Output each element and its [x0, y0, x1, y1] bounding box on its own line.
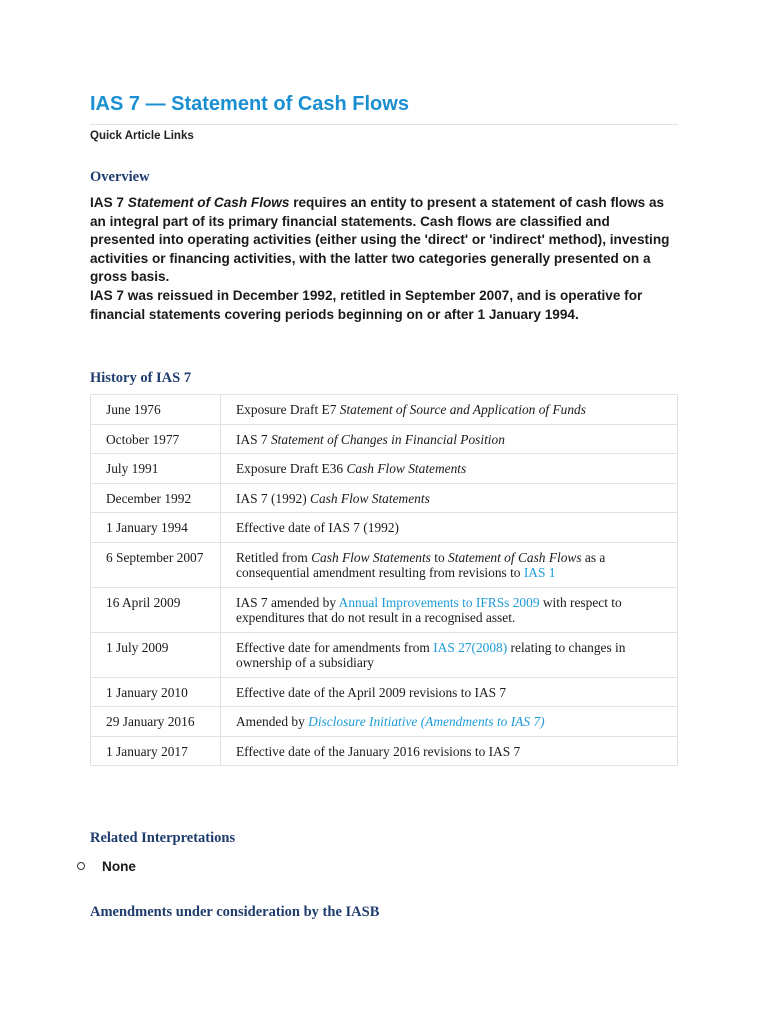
page-title: IAS 7 — Statement of Cash Flows [90, 93, 409, 115]
history-event-cell [221, 632, 678, 677]
history-heading: History of IAS 7 [90, 370, 192, 386]
history-date-cell: June 1976 [91, 395, 221, 425]
history-text: Exposure Draft E36 [236, 461, 347, 476]
table-row [91, 587, 678, 632]
table-row [91, 677, 678, 707]
amendments-heading: Amendments under consideration by the IASB [90, 904, 380, 920]
history-italic-title: Statement of Changes in Financial Position [270, 431, 505, 447]
history-text: Retitled from [236, 549, 312, 565]
overview-p1-prefix: IAS 7 [90, 195, 128, 210]
history-event-cell [221, 454, 678, 484]
table-row [91, 542, 678, 587]
history-text: Exposure Draft E7 [236, 402, 340, 417]
table-row [91, 483, 678, 513]
history-text: Effective date of the April 2009 revisions to IAS 7 [236, 684, 507, 700]
history-date-cell: 1 July 2009 [91, 632, 221, 677]
history-text: IAS 7 (1992) [236, 490, 311, 506]
history-text: Effective date of IAS 7 (1992) [236, 520, 399, 535]
history-date-cell: October 1977 [91, 424, 221, 454]
history-text: IAS 7 [236, 431, 271, 447]
history-date-cell: 16 April 2009 [91, 587, 221, 632]
table-row [91, 454, 678, 484]
history-date-cell: 6 September 2007 [91, 542, 221, 587]
history-link[interactable]: IAS 1 [523, 565, 556, 580]
related-item-none: None [102, 859, 136, 874]
table-row [91, 632, 678, 677]
history-event-cell [221, 587, 678, 632]
history-italic-title: Cash Flow Statements [310, 490, 430, 506]
overview-paragraph-1 [90, 194, 678, 287]
history-event-cell [221, 513, 678, 543]
related-interpretations-heading: Related Interpretations [90, 830, 236, 846]
history-date-cell: 1 January 2017 [91, 736, 221, 766]
history-event-cell [221, 395, 678, 425]
history-event-cell [221, 736, 678, 766]
overview-body [90, 194, 678, 324]
history-link[interactable]: Annual Improvements to IFRSs 2009 [338, 594, 540, 610]
history-text: to [430, 549, 449, 565]
history-italic-title: Statement of Cash Flows [448, 549, 582, 565]
table-row [91, 395, 678, 425]
history-date-cell: July 1991 [91, 454, 221, 484]
history-event-cell [221, 677, 678, 707]
history-event-cell [221, 483, 678, 513]
history-text: with respect to expenditures that do not result in a recognised asset. [236, 594, 622, 625]
history-text: relating to changes in ownership of a subsidiary [236, 639, 626, 670]
history-date-cell: 1 January 2010 [91, 677, 221, 707]
overview-paragraph-2: IAS 7 was reissued in December 1992, retitled in September 2007, and is operative for financial statements covering periods beginning on or after 1 January 1994. [90, 287, 643, 322]
table-row [91, 707, 678, 737]
overview-p1-rest: requires an entity to present a statement of cash flows as an integral part of its primary financial statements. Cash flows are classified and presented into operating activities (either using the 'direct' or 'indirect' method), investing activities or financing activities, with the latter two categories generally presented on a gross basis. [90, 195, 670, 285]
history-event-cell [221, 424, 678, 454]
history-italic-title: Cash Flow Statements [346, 461, 467, 476]
history-link[interactable]: IAS 27(2008) [433, 639, 508, 655]
table-row [91, 424, 678, 454]
history-text: IAS 7 amended by [236, 594, 339, 610]
history-event-cell [221, 707, 678, 737]
history-text: as a consequential amendment resulting from revisions to [236, 549, 606, 580]
history-text: Effective date of the January 2016 revisions to IAS 7 [236, 743, 521, 759]
history-date-cell: 1 January 1994 [91, 513, 221, 543]
table-row [91, 513, 678, 543]
history-italic-title: Statement of Source and Application of Funds [339, 402, 586, 417]
history-date-cell: December 1992 [91, 483, 221, 513]
history-date-cell: 29 January 2016 [91, 707, 221, 737]
overview-p1-italic: Statement of Cash Flows [127, 195, 290, 210]
quick-article-links[interactable]: Quick Article Links [90, 130, 194, 142]
history-event-cell [221, 542, 678, 587]
history-text: Amended by [236, 714, 309, 729]
circle-bullet-icon [77, 862, 85, 870]
history-text: Effective date for amendments from [236, 639, 434, 655]
history-italic-title: Cash Flow Statements [311, 549, 431, 565]
table-row [91, 736, 678, 766]
title-divider [90, 124, 678, 125]
history-table [90, 394, 678, 766]
history-link[interactable]: Disclosure Initiative (Amendments to IAS 7) [308, 714, 545, 729]
overview-heading: Overview [90, 169, 150, 185]
